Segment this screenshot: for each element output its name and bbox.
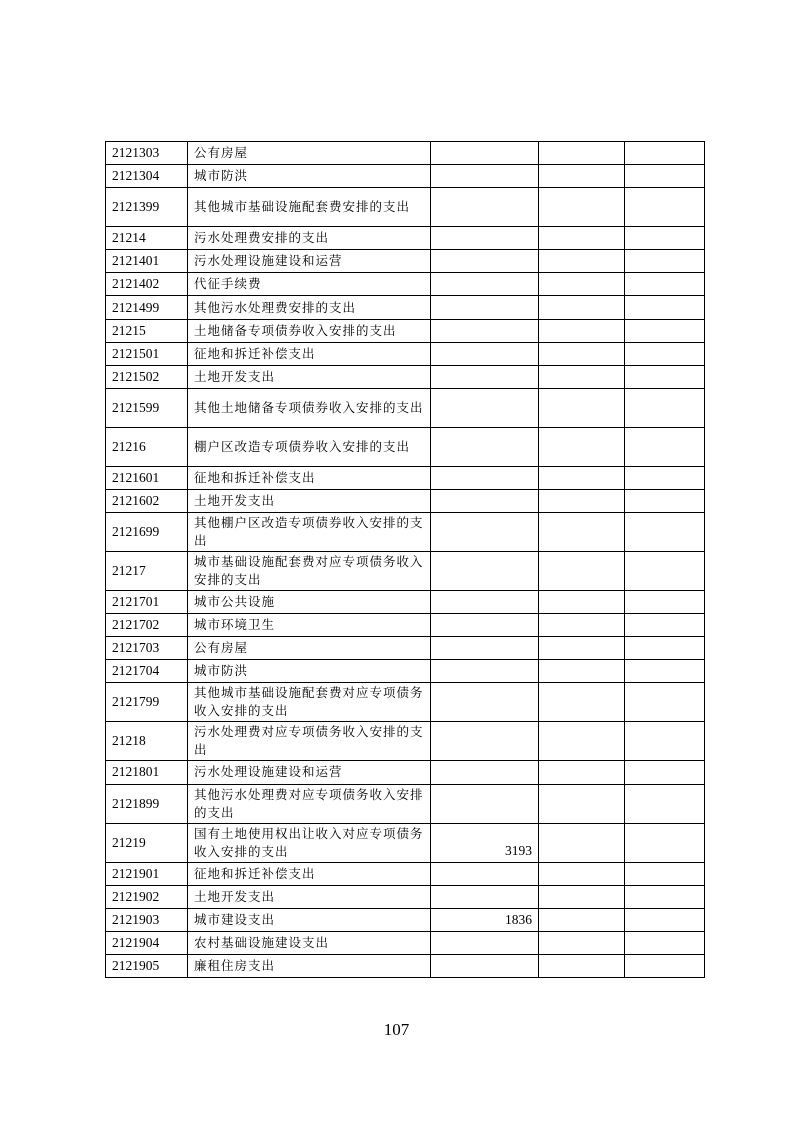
- row-code: 2121599: [106, 388, 188, 427]
- row-value-3: [625, 722, 705, 761]
- row-value-1: [431, 885, 539, 908]
- row-code: 2121899: [106, 784, 188, 823]
- row-value-1: [431, 862, 539, 885]
- table-row: [106, 591, 705, 614]
- row-code: 2121704: [106, 660, 188, 683]
- row-code: 2121799: [106, 683, 188, 722]
- table-row: [106, 273, 705, 296]
- row-value-3: [625, 908, 705, 931]
- table-row: [106, 862, 705, 885]
- row-value-2: [539, 784, 625, 823]
- row-value-3: [625, 637, 705, 660]
- row-value-2: [539, 591, 625, 614]
- row-value-2: [539, 388, 625, 427]
- row-value-2: [539, 165, 625, 188]
- row-value-1: [431, 761, 539, 784]
- row-value-1: [431, 489, 539, 512]
- row-value-3: [625, 273, 705, 296]
- table-row: [106, 466, 705, 489]
- row-value-1: [431, 513, 539, 552]
- row-name: 土地开发支出: [188, 365, 431, 388]
- table-row: [106, 513, 705, 552]
- row-value-2: [539, 614, 625, 637]
- row-value-3: [625, 388, 705, 427]
- row-code: 2121901: [106, 862, 188, 885]
- row-value-3: [625, 591, 705, 614]
- row-code: 21215: [106, 319, 188, 342]
- table-row: [106, 931, 705, 954]
- row-value-3: [625, 931, 705, 954]
- table-row: [106, 660, 705, 683]
- row-value-3: [625, 342, 705, 365]
- row-value-1: [431, 250, 539, 273]
- row-code: 2121303: [106, 142, 188, 165]
- row-value-2: [539, 885, 625, 908]
- row-value-3: [625, 784, 705, 823]
- row-value-1: [431, 614, 539, 637]
- table-row: [106, 823, 705, 862]
- row-value-2: [539, 296, 625, 319]
- row-name: 污水处理费安排的支出: [188, 227, 431, 250]
- row-name: 征地和拆迁补偿支出: [188, 466, 431, 489]
- row-name: 公有房屋: [188, 142, 431, 165]
- row-code: 21216: [106, 427, 188, 466]
- row-name: 污水处理设施建设和运营: [188, 250, 431, 273]
- row-value-3: [625, 250, 705, 273]
- row-value-2: [539, 427, 625, 466]
- row-value-3: [625, 319, 705, 342]
- row-name: 城市环境卫生: [188, 614, 431, 637]
- table-row: [106, 908, 705, 931]
- row-code: 21214: [106, 227, 188, 250]
- row-value-2: [539, 862, 625, 885]
- row-value-2: [539, 683, 625, 722]
- table-row: [106, 552, 705, 591]
- table-row: [106, 142, 705, 165]
- row-name: 其他污水处理费对应专项债务收入安排的支出: [188, 784, 431, 823]
- row-code: 2121304: [106, 165, 188, 188]
- table-row: [106, 885, 705, 908]
- page-number: 107: [383, 1020, 410, 1039]
- row-value-3: [625, 614, 705, 637]
- row-code: 2121801: [106, 761, 188, 784]
- row-code: 2121902: [106, 885, 188, 908]
- table-row: [106, 489, 705, 512]
- row-value-1: [431, 142, 539, 165]
- table-row: [106, 365, 705, 388]
- row-value-3: [625, 823, 705, 862]
- table-row: [106, 784, 705, 823]
- row-name: 城市防洪: [188, 660, 431, 683]
- row-value-2: [539, 342, 625, 365]
- row-value-1: [431, 591, 539, 614]
- row-code: 2121903: [106, 908, 188, 931]
- row-code: 2121401: [106, 250, 188, 273]
- row-value-2: [539, 761, 625, 784]
- budget-table-body: [106, 142, 705, 978]
- row-value-2: [539, 319, 625, 342]
- row-value-1: [431, 552, 539, 591]
- row-value-2: [539, 637, 625, 660]
- row-value-3: [625, 188, 705, 227]
- row-name: 其他污水处理费安排的支出: [188, 296, 431, 319]
- row-name: 城市基础设施配套费对应专项债务收入安排的支出: [188, 552, 431, 591]
- row-value-1: [431, 273, 539, 296]
- row-value-1: [431, 660, 539, 683]
- row-value-2: [539, 823, 625, 862]
- row-code: 2121601: [106, 466, 188, 489]
- table-row: [106, 614, 705, 637]
- table-row: [106, 722, 705, 761]
- row-value-3: [625, 862, 705, 885]
- row-name: 征地和拆迁补偿支出: [188, 342, 431, 365]
- row-name: 城市防洪: [188, 165, 431, 188]
- table-row: [106, 250, 705, 273]
- row-value-1: [431, 466, 539, 489]
- row-value-3: [625, 513, 705, 552]
- row-value-3: [625, 761, 705, 784]
- row-value-3: [625, 683, 705, 722]
- row-value-1: [431, 931, 539, 954]
- row-code: 2121905: [106, 954, 188, 977]
- row-name: 土地开发支出: [188, 489, 431, 512]
- row-name: 其他城市基础设施配套费对应专项债务收入安排的支出: [188, 683, 431, 722]
- row-value-1: [431, 427, 539, 466]
- row-code: 2121499: [106, 296, 188, 319]
- row-value-1: 3193: [431, 823, 539, 862]
- table-row: [106, 683, 705, 722]
- row-value-1: [431, 319, 539, 342]
- row-value-1: [431, 637, 539, 660]
- row-value-1: [431, 342, 539, 365]
- row-name: 城市建设支出: [188, 908, 431, 931]
- table-row: [106, 227, 705, 250]
- row-value-2: [539, 188, 625, 227]
- row-code: 2121399: [106, 188, 188, 227]
- row-value-2: [539, 954, 625, 977]
- row-name: 国有土地使用权出让收入对应专项债务收入安排的支出: [188, 823, 431, 862]
- row-value-2: [539, 466, 625, 489]
- row-name: 其他土地储备专项债券收入安排的支出: [188, 388, 431, 427]
- row-value-2: [539, 227, 625, 250]
- row-name: 农村基础设施建设支出: [188, 931, 431, 954]
- row-code: 21219: [106, 823, 188, 862]
- row-value-1: [431, 227, 539, 250]
- row-name: 土地储备专项债券收入安排的支出: [188, 319, 431, 342]
- table-row: [106, 637, 705, 660]
- row-value-3: [625, 427, 705, 466]
- row-value-2: [539, 273, 625, 296]
- row-name: 其他棚户区改造专项债券收入安排的支出: [188, 513, 431, 552]
- row-value-2: [539, 142, 625, 165]
- row-value-3: [625, 227, 705, 250]
- row-value-3: [625, 296, 705, 319]
- row-value-3: [625, 660, 705, 683]
- row-value-1: [431, 165, 539, 188]
- row-name: 污水处理费对应专项债务收入安排的支出: [188, 722, 431, 761]
- row-name: 城市公共设施: [188, 591, 431, 614]
- table-row: [106, 188, 705, 227]
- row-code: 2121904: [106, 931, 188, 954]
- row-value-3: [625, 552, 705, 591]
- row-value-2: [539, 931, 625, 954]
- row-value-1: [431, 365, 539, 388]
- row-name: 征地和拆迁补偿支出: [188, 862, 431, 885]
- row-code: 2121501: [106, 342, 188, 365]
- table-row: [106, 296, 705, 319]
- row-value-2: [539, 660, 625, 683]
- row-value-1: [431, 954, 539, 977]
- row-code: 2121701: [106, 591, 188, 614]
- row-value-1: [431, 683, 539, 722]
- row-name: 其他城市基础设施配套费安排的支出: [188, 188, 431, 227]
- table-row: [106, 761, 705, 784]
- row-code: 21217: [106, 552, 188, 591]
- row-value-2: [539, 722, 625, 761]
- row-value-2: [539, 552, 625, 591]
- row-code: 21218: [106, 722, 188, 761]
- row-value-2: [539, 908, 625, 931]
- row-name: 代征手续费: [188, 273, 431, 296]
- table-row: [106, 954, 705, 977]
- row-value-1: 1836: [431, 908, 539, 931]
- row-code: 2121699: [106, 513, 188, 552]
- row-value-2: [539, 513, 625, 552]
- row-value-1: [431, 722, 539, 761]
- budget-table: [105, 141, 705, 978]
- row-name: 土地开发支出: [188, 885, 431, 908]
- row-code: 2121602: [106, 489, 188, 512]
- row-value-2: [539, 489, 625, 512]
- row-code: 2121402: [106, 273, 188, 296]
- table-row: [106, 319, 705, 342]
- table-row: [106, 427, 705, 466]
- row-name: 棚户区改造专项债券收入安排的支出: [188, 427, 431, 466]
- row-name: 廉租住房支出: [188, 954, 431, 977]
- table-row: [106, 342, 705, 365]
- row-value-1: [431, 388, 539, 427]
- row-code: 2121703: [106, 637, 188, 660]
- row-value-3: [625, 489, 705, 512]
- row-code: 2121502: [106, 365, 188, 388]
- row-value-3: [625, 466, 705, 489]
- row-code: 2121702: [106, 614, 188, 637]
- row-value-1: [431, 296, 539, 319]
- row-value-1: [431, 188, 539, 227]
- row-value-3: [625, 885, 705, 908]
- row-value-2: [539, 250, 625, 273]
- row-name: 污水处理设施建设和运营: [188, 761, 431, 784]
- row-value-2: [539, 365, 625, 388]
- row-value-3: [625, 954, 705, 977]
- row-value-3: [625, 165, 705, 188]
- row-value-3: [625, 142, 705, 165]
- row-name: 公有房屋: [188, 637, 431, 660]
- table-row: [106, 165, 705, 188]
- row-value-1: [431, 784, 539, 823]
- table-row: [106, 388, 705, 427]
- row-value-3: [625, 365, 705, 388]
